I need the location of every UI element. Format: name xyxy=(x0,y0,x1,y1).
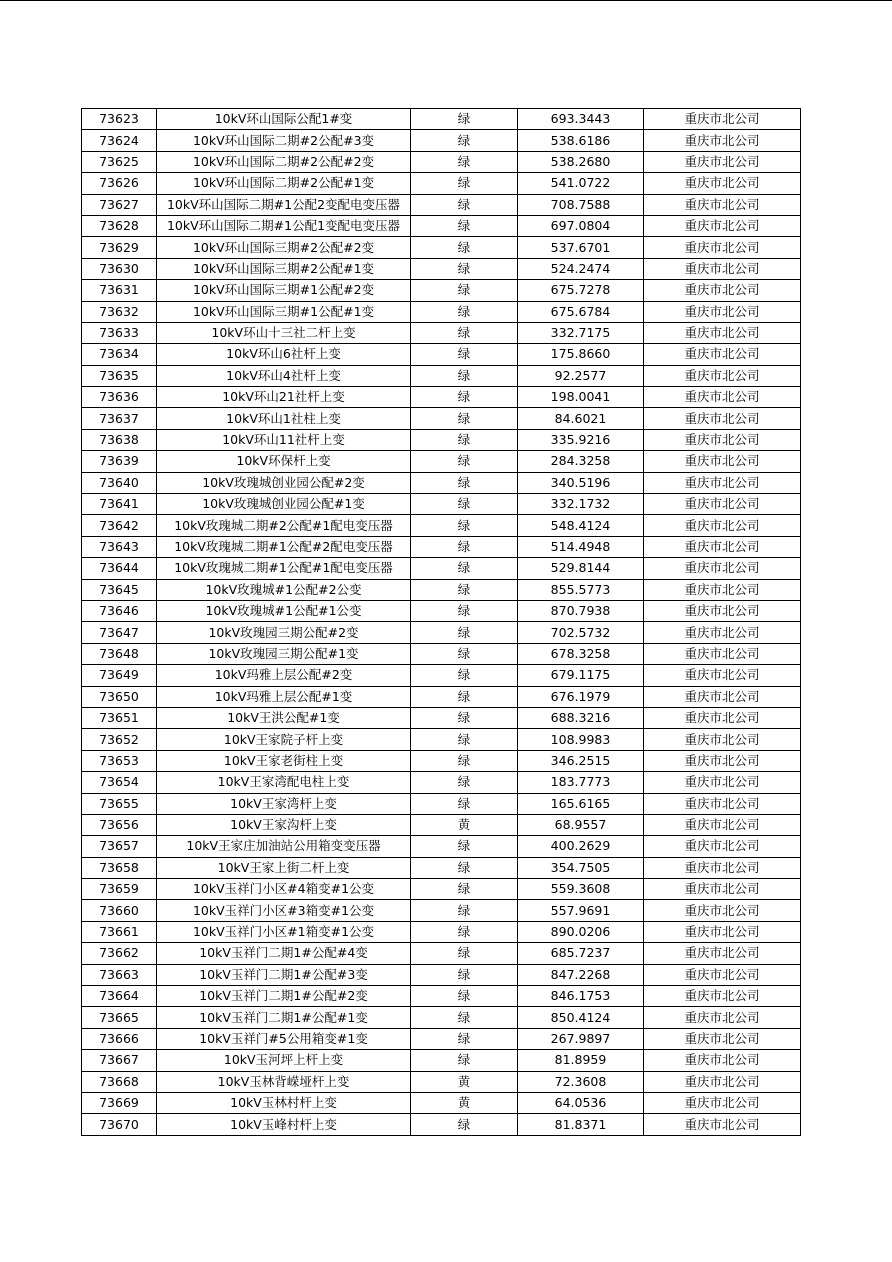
cell-company: 重庆市北公司 xyxy=(644,879,801,900)
table-row xyxy=(82,365,801,386)
cell-status: 绿 xyxy=(411,943,518,964)
table-row xyxy=(82,215,801,236)
cell-company: 重庆市北公司 xyxy=(644,1028,801,1049)
cell-id: 73647 xyxy=(82,622,157,643)
cell-company: 重庆市北公司 xyxy=(644,237,801,258)
table-row xyxy=(82,793,801,814)
cell-value: 697.0804 xyxy=(518,215,644,236)
cell-value: 679.1175 xyxy=(518,665,644,686)
cell-company: 重庆市北公司 xyxy=(644,1071,801,1092)
cell-name: 10kV王家沟杆上变 xyxy=(157,814,411,835)
cell-company: 重庆市北公司 xyxy=(644,943,801,964)
cell-value: 284.3258 xyxy=(518,451,644,472)
table-row xyxy=(82,600,801,621)
cell-name: 10kV环山国际二期#2公配#3变 xyxy=(157,130,411,151)
cell-name: 10kV环山21社杆上变 xyxy=(157,387,411,408)
cell-value: 559.3608 xyxy=(518,879,644,900)
cell-company: 重庆市北公司 xyxy=(644,173,801,194)
cell-value: 64.0536 xyxy=(518,1092,644,1113)
cell-id: 73633 xyxy=(82,322,157,343)
cell-status: 绿 xyxy=(411,408,518,429)
cell-id: 73623 xyxy=(82,109,157,130)
cell-value: 538.6186 xyxy=(518,130,644,151)
cell-name: 10kV玛雅上层公配#1变 xyxy=(157,686,411,707)
cell-status: 绿 xyxy=(411,579,518,600)
cell-status: 绿 xyxy=(411,494,518,515)
table-row xyxy=(82,536,801,557)
cell-value: 81.8371 xyxy=(518,1114,644,1135)
cell-name: 10kV环山国际二期#1公配1变配电变压器 xyxy=(157,215,411,236)
cell-id: 73662 xyxy=(82,943,157,964)
cell-name: 10kV王洪公配#1变 xyxy=(157,707,411,728)
table-row xyxy=(82,130,801,151)
cell-value: 693.3443 xyxy=(518,109,644,130)
cell-status: 绿 xyxy=(411,258,518,279)
cell-name: 10kV环保杆上变 xyxy=(157,451,411,472)
cell-value: 340.5196 xyxy=(518,472,644,493)
cell-name: 10kV玫瑰城创业园公配#2变 xyxy=(157,472,411,493)
table-row xyxy=(82,814,801,835)
cell-status: 绿 xyxy=(411,1007,518,1028)
cell-value: 708.7588 xyxy=(518,194,644,215)
cell-value: 524.2474 xyxy=(518,258,644,279)
table-row xyxy=(82,408,801,429)
cell-status: 绿 xyxy=(411,451,518,472)
cell-status: 绿 xyxy=(411,793,518,814)
table-row xyxy=(82,729,801,750)
cell-name: 10kV环山十三社二杆上变 xyxy=(157,322,411,343)
cell-name: 10kV玉祥门二期1#公配#2变 xyxy=(157,986,411,1007)
cell-company: 重庆市北公司 xyxy=(644,707,801,728)
table-row xyxy=(82,643,801,664)
cell-value: 557.9691 xyxy=(518,900,644,921)
table-row xyxy=(82,451,801,472)
cell-value: 354.7505 xyxy=(518,857,644,878)
cell-value: 198.0041 xyxy=(518,387,644,408)
table-row xyxy=(82,515,801,536)
cell-id: 73669 xyxy=(82,1092,157,1113)
cell-name: 10kV王家老街柱上变 xyxy=(157,750,411,771)
cell-id: 73642 xyxy=(82,515,157,536)
cell-id: 73624 xyxy=(82,130,157,151)
cell-company: 重庆市北公司 xyxy=(644,280,801,301)
cell-id: 73651 xyxy=(82,707,157,728)
cell-value: 537.6701 xyxy=(518,237,644,258)
cell-status: 绿 xyxy=(411,622,518,643)
cell-id: 73628 xyxy=(82,215,157,236)
cell-name: 10kV王家湾配电柱上变 xyxy=(157,772,411,793)
table-body xyxy=(82,109,801,1136)
cell-id: 73648 xyxy=(82,643,157,664)
table-row xyxy=(82,857,801,878)
table-row xyxy=(82,986,801,1007)
cell-status: 绿 xyxy=(411,707,518,728)
cell-name: 10kV环山国际三期#1公配#2变 xyxy=(157,280,411,301)
cell-status: 绿 xyxy=(411,772,518,793)
table-row xyxy=(82,151,801,172)
cell-status: 绿 xyxy=(411,536,518,557)
cell-value: 267.9897 xyxy=(518,1028,644,1049)
cell-name: 10kV玫瑰城#1公配#1公变 xyxy=(157,600,411,621)
cell-id: 73655 xyxy=(82,793,157,814)
cell-name: 10kV玉祥门小区#4箱变#1公变 xyxy=(157,879,411,900)
cell-name: 10kV环山国际三期#2公配#2变 xyxy=(157,237,411,258)
cell-value: 332.7175 xyxy=(518,322,644,343)
table-row xyxy=(82,1050,801,1071)
cell-company: 重庆市北公司 xyxy=(644,964,801,985)
table-row xyxy=(82,494,801,515)
cell-name: 10kV玫瑰城#1公配#2公变 xyxy=(157,579,411,600)
table-row xyxy=(82,943,801,964)
cell-id: 73656 xyxy=(82,814,157,835)
cell-name: 10kV玉祥门#5公用箱变#1变 xyxy=(157,1028,411,1049)
table-row xyxy=(82,707,801,728)
cell-company: 重庆市北公司 xyxy=(644,429,801,450)
cell-status: 绿 xyxy=(411,344,518,365)
table-row xyxy=(82,900,801,921)
cell-name: 10kV玫瑰城创业园公配#1变 xyxy=(157,494,411,515)
cell-value: 847.2268 xyxy=(518,964,644,985)
cell-company: 重庆市北公司 xyxy=(644,643,801,664)
cell-value: 541.0722 xyxy=(518,173,644,194)
table-row xyxy=(82,1028,801,1049)
cell-status: 绿 xyxy=(411,600,518,621)
table-row xyxy=(82,964,801,985)
cell-status: 绿 xyxy=(411,857,518,878)
cell-id: 73634 xyxy=(82,344,157,365)
cell-name: 10kV玉林背嵘垭杆上变 xyxy=(157,1071,411,1092)
cell-value: 92.2577 xyxy=(518,365,644,386)
cell-name: 10kV环山6社杆上变 xyxy=(157,344,411,365)
cell-id: 73667 xyxy=(82,1050,157,1071)
cell-company: 重庆市北公司 xyxy=(644,900,801,921)
cell-company: 重庆市北公司 xyxy=(644,814,801,835)
cell-company: 重庆市北公司 xyxy=(644,151,801,172)
cell-name: 10kV环山11社杆上变 xyxy=(157,429,411,450)
cell-value: 81.8959 xyxy=(518,1050,644,1071)
table-row xyxy=(82,322,801,343)
cell-value: 529.8144 xyxy=(518,558,644,579)
cell-id: 73666 xyxy=(82,1028,157,1049)
table-row xyxy=(82,579,801,600)
cell-id: 73646 xyxy=(82,600,157,621)
cell-value: 175.8660 xyxy=(518,344,644,365)
cell-value: 675.7278 xyxy=(518,280,644,301)
page-top-border xyxy=(0,0,892,1)
cell-status: 绿 xyxy=(411,109,518,130)
cell-status: 绿 xyxy=(411,130,518,151)
cell-id: 73635 xyxy=(82,365,157,386)
table-row xyxy=(82,836,801,857)
cell-value: 165.6165 xyxy=(518,793,644,814)
cell-value: 890.0206 xyxy=(518,921,644,942)
cell-name: 10kV王家庄加油站公用箱变变压器 xyxy=(157,836,411,857)
cell-status: 绿 xyxy=(411,515,518,536)
cell-name: 10kV玉祥门二期1#公配#1变 xyxy=(157,1007,411,1028)
cell-id: 73638 xyxy=(82,429,157,450)
cell-value: 548.4124 xyxy=(518,515,644,536)
cell-company: 重庆市北公司 xyxy=(644,686,801,707)
cell-name: 10kV玫瑰城二期#1公配#1配电变压器 xyxy=(157,558,411,579)
cell-id: 73654 xyxy=(82,772,157,793)
cell-company: 重庆市北公司 xyxy=(644,408,801,429)
cell-id: 73652 xyxy=(82,729,157,750)
cell-name: 10kV环山国际二期#2公配#2变 xyxy=(157,151,411,172)
cell-status: 绿 xyxy=(411,1028,518,1049)
cell-status: 绿 xyxy=(411,879,518,900)
cell-value: 68.9557 xyxy=(518,814,644,835)
table-row xyxy=(82,665,801,686)
table-row xyxy=(82,750,801,771)
cell-id: 73645 xyxy=(82,579,157,600)
table-row xyxy=(82,921,801,942)
cell-name: 10kV玫瑰园三期公配#2变 xyxy=(157,622,411,643)
cell-name: 10kV玉林村杆上变 xyxy=(157,1092,411,1113)
cell-status: 绿 xyxy=(411,986,518,1007)
table-row xyxy=(82,301,801,322)
table-row xyxy=(82,1092,801,1113)
table-row xyxy=(82,109,801,130)
cell-id: 73664 xyxy=(82,986,157,1007)
cell-value: 346.2515 xyxy=(518,750,644,771)
cell-company: 重庆市北公司 xyxy=(644,1092,801,1113)
cell-name: 10kV玉祥门小区#1箱变#1公变 xyxy=(157,921,411,942)
cell-name: 10kV玉峰村杆上变 xyxy=(157,1114,411,1135)
cell-id: 73650 xyxy=(82,686,157,707)
cell-value: 870.7938 xyxy=(518,600,644,621)
cell-company: 重庆市北公司 xyxy=(644,365,801,386)
cell-name: 10kV玉祥门二期1#公配#3变 xyxy=(157,964,411,985)
table-row xyxy=(82,558,801,579)
cell-name: 10kV玉祥门二期1#公配#4变 xyxy=(157,943,411,964)
cell-company: 重庆市北公司 xyxy=(644,451,801,472)
cell-value: 72.3608 xyxy=(518,1071,644,1092)
cell-id: 73649 xyxy=(82,665,157,686)
table-row xyxy=(82,879,801,900)
table-row xyxy=(82,429,801,450)
cell-id: 73668 xyxy=(82,1071,157,1092)
cell-value: 514.4948 xyxy=(518,536,644,557)
cell-status: 绿 xyxy=(411,558,518,579)
cell-status: 绿 xyxy=(411,387,518,408)
cell-company: 重庆市北公司 xyxy=(644,322,801,343)
cell-status: 绿 xyxy=(411,686,518,707)
cell-value: 855.5773 xyxy=(518,579,644,600)
table-row xyxy=(82,622,801,643)
cell-id: 73665 xyxy=(82,1007,157,1028)
cell-id: 73632 xyxy=(82,301,157,322)
cell-name: 10kV环山国际三期#1公配#1变 xyxy=(157,301,411,322)
cell-name: 10kV玛雅上层公配#2变 xyxy=(157,665,411,686)
cell-status: 绿 xyxy=(411,1114,518,1135)
cell-company: 重庆市北公司 xyxy=(644,857,801,878)
cell-status: 绿 xyxy=(411,301,518,322)
cell-value: 400.2629 xyxy=(518,836,644,857)
table-row xyxy=(82,772,801,793)
cell-name: 10kV环山1社柱上变 xyxy=(157,408,411,429)
table-row xyxy=(82,686,801,707)
cell-id: 73631 xyxy=(82,280,157,301)
cell-id: 73660 xyxy=(82,900,157,921)
cell-id: 73653 xyxy=(82,750,157,771)
cell-status: 黄 xyxy=(411,1092,518,1113)
cell-company: 重庆市北公司 xyxy=(644,986,801,1007)
cell-name: 10kV王家湾杆上变 xyxy=(157,793,411,814)
cell-id: 73641 xyxy=(82,494,157,515)
table-row xyxy=(82,387,801,408)
cell-id: 73629 xyxy=(82,237,157,258)
cell-id: 73636 xyxy=(82,387,157,408)
table-row xyxy=(82,1071,801,1092)
table-row xyxy=(82,173,801,194)
cell-name: 10kV玉祥门小区#3箱变#1公变 xyxy=(157,900,411,921)
cell-value: 702.5732 xyxy=(518,622,644,643)
cell-status: 绿 xyxy=(411,472,518,493)
cell-value: 688.3216 xyxy=(518,707,644,728)
cell-name: 10kV环山国际公配1#变 xyxy=(157,109,411,130)
cell-id: 73626 xyxy=(82,173,157,194)
cell-value: 84.6021 xyxy=(518,408,644,429)
table-row xyxy=(82,258,801,279)
cell-id: 73663 xyxy=(82,964,157,985)
cell-company: 重庆市北公司 xyxy=(644,258,801,279)
cell-name: 10kV玫瑰城二期#1公配#2配电变压器 xyxy=(157,536,411,557)
cell-name: 10kV玫瑰园三期公配#1变 xyxy=(157,643,411,664)
cell-company: 重庆市北公司 xyxy=(644,921,801,942)
cell-company: 重庆市北公司 xyxy=(644,387,801,408)
cell-id: 73644 xyxy=(82,558,157,579)
cell-id: 73639 xyxy=(82,451,157,472)
cell-company: 重庆市北公司 xyxy=(644,836,801,857)
cell-name: 10kV王家院子杆上变 xyxy=(157,729,411,750)
cell-status: 绿 xyxy=(411,665,518,686)
cell-value: 846.1753 xyxy=(518,986,644,1007)
table-row xyxy=(82,472,801,493)
cell-company: 重庆市北公司 xyxy=(644,622,801,643)
cell-status: 绿 xyxy=(411,365,518,386)
cell-company: 重庆市北公司 xyxy=(644,472,801,493)
cell-status: 绿 xyxy=(411,900,518,921)
cell-id: 73640 xyxy=(82,472,157,493)
cell-value: 675.6784 xyxy=(518,301,644,322)
cell-company: 重庆市北公司 xyxy=(644,536,801,557)
table-row xyxy=(82,237,801,258)
cell-value: 676.1979 xyxy=(518,686,644,707)
cell-company: 重庆市北公司 xyxy=(644,515,801,536)
table-row xyxy=(82,280,801,301)
cell-value: 335.9216 xyxy=(518,429,644,450)
cell-value: 685.7237 xyxy=(518,943,644,964)
cell-id: 73670 xyxy=(82,1114,157,1135)
cell-company: 重庆市北公司 xyxy=(644,729,801,750)
cell-status: 绿 xyxy=(411,194,518,215)
cell-name: 10kV环山国际三期#2公配#1变 xyxy=(157,258,411,279)
cell-status: 绿 xyxy=(411,964,518,985)
cell-id: 73658 xyxy=(82,857,157,878)
cell-id: 73637 xyxy=(82,408,157,429)
cell-value: 538.2680 xyxy=(518,151,644,172)
cell-status: 绿 xyxy=(411,1050,518,1071)
cell-id: 73661 xyxy=(82,921,157,942)
cell-company: 重庆市北公司 xyxy=(644,579,801,600)
cell-status: 绿 xyxy=(411,643,518,664)
cell-value: 108.9983 xyxy=(518,729,644,750)
cell-company: 重庆市北公司 xyxy=(644,494,801,515)
cell-status: 绿 xyxy=(411,151,518,172)
cell-company: 重庆市北公司 xyxy=(644,665,801,686)
cell-value: 678.3258 xyxy=(518,643,644,664)
cell-id: 73643 xyxy=(82,536,157,557)
cell-id: 73630 xyxy=(82,258,157,279)
cell-name: 10kV环山国际二期#2公配#1变 xyxy=(157,173,411,194)
cell-company: 重庆市北公司 xyxy=(644,600,801,621)
cell-status: 绿 xyxy=(411,237,518,258)
table-row xyxy=(82,344,801,365)
cell-name: 10kV环山国际二期#1公配2变配电变压器 xyxy=(157,194,411,215)
cell-company: 重庆市北公司 xyxy=(644,793,801,814)
cell-id: 73659 xyxy=(82,879,157,900)
cell-status: 绿 xyxy=(411,215,518,236)
cell-status: 绿 xyxy=(411,280,518,301)
cell-company: 重庆市北公司 xyxy=(644,109,801,130)
cell-name: 10kV环山4社杆上变 xyxy=(157,365,411,386)
cell-company: 重庆市北公司 xyxy=(644,344,801,365)
cell-status: 绿 xyxy=(411,836,518,857)
cell-company: 重庆市北公司 xyxy=(644,1114,801,1135)
cell-company: 重庆市北公司 xyxy=(644,130,801,151)
cell-value: 850.4124 xyxy=(518,1007,644,1028)
table-row xyxy=(82,1114,801,1135)
cell-company: 重庆市北公司 xyxy=(644,750,801,771)
cell-company: 重庆市北公司 xyxy=(644,1050,801,1071)
cell-id: 73657 xyxy=(82,836,157,857)
cell-value: 183.7773 xyxy=(518,772,644,793)
cell-id: 73625 xyxy=(82,151,157,172)
cell-name: 10kV玉河坪上杆上变 xyxy=(157,1050,411,1071)
cell-status: 绿 xyxy=(411,921,518,942)
cell-status: 绿 xyxy=(411,729,518,750)
cell-company: 重庆市北公司 xyxy=(644,558,801,579)
cell-company: 重庆市北公司 xyxy=(644,215,801,236)
cell-status: 绿 xyxy=(411,322,518,343)
cell-company: 重庆市北公司 xyxy=(644,1007,801,1028)
cell-status: 绿 xyxy=(411,429,518,450)
cell-value: 332.1732 xyxy=(518,494,644,515)
cell-name: 10kV王家上街二杆上变 xyxy=(157,857,411,878)
cell-status: 黄 xyxy=(411,814,518,835)
cell-status: 黄 xyxy=(411,1071,518,1092)
table-row xyxy=(82,1007,801,1028)
table-row xyxy=(82,194,801,215)
cell-name: 10kV玫瑰城二期#2公配#1配电变压器 xyxy=(157,515,411,536)
cell-company: 重庆市北公司 xyxy=(644,772,801,793)
cell-status: 绿 xyxy=(411,750,518,771)
cell-company: 重庆市北公司 xyxy=(644,301,801,322)
cell-id: 73627 xyxy=(82,194,157,215)
transformer-table xyxy=(81,108,801,1136)
cell-company: 重庆市北公司 xyxy=(644,194,801,215)
cell-status: 绿 xyxy=(411,173,518,194)
